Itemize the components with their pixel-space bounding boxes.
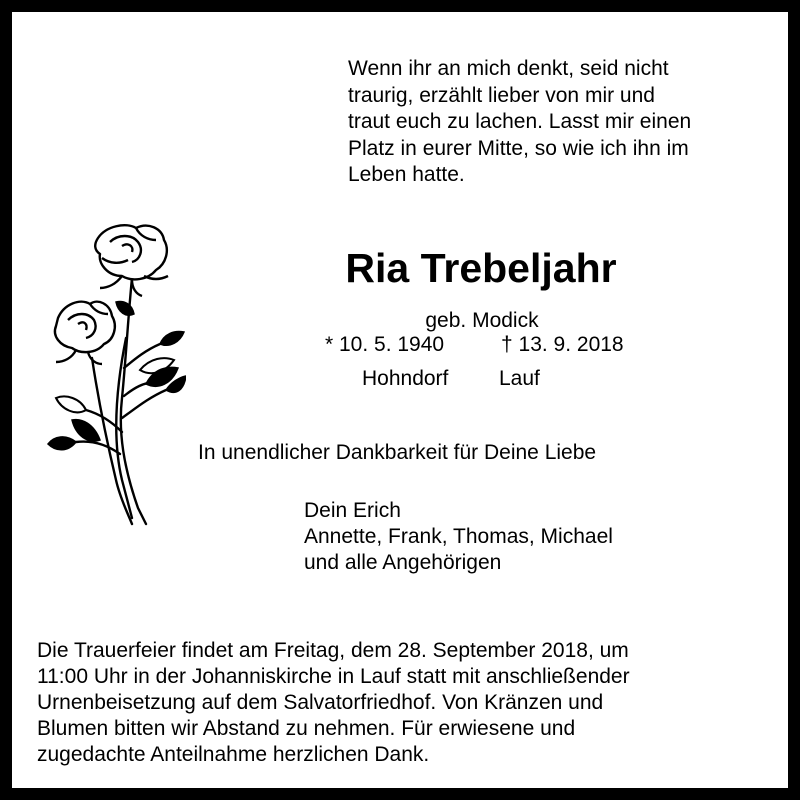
birth-date: * 10. 5. 1940 xyxy=(325,333,445,356)
funeral-notice xyxy=(37,638,777,768)
poem-line: Platz in eurer Mitte, so wie ich ihn im xyxy=(348,136,689,160)
signatories xyxy=(304,498,613,576)
notice-line: zugedachte Anteilnahme herzlichen Dank. xyxy=(37,743,430,766)
notice-line: Die Trauerfeier findet am Freitag, dem 28. September 2018, um xyxy=(37,639,629,662)
birthplace: Hohndorf xyxy=(362,367,449,390)
poem-line: Wenn ihr an mich denkt, seid nicht xyxy=(348,57,669,80)
dedication: In unendlicher Dankbarkeit für Deine Liebe xyxy=(198,441,597,464)
poem-line: traut euch zu lachen. Lasst mir einen xyxy=(348,110,692,133)
signatory-line: Annette, Frank, Thomas, Michael xyxy=(304,525,613,548)
deceased-name: Ria Trebeljahr xyxy=(345,245,617,291)
poem-line: traurig, erzählt lieber von mir und xyxy=(348,83,655,107)
signatory-line: Dein Erich xyxy=(304,499,401,522)
notice-line: 11:00 Uhr in der Johanniskirche in Lauf statt mit anschließender xyxy=(37,665,630,688)
deathplace: Lauf xyxy=(499,367,540,390)
notice-line: Urnenbeisetzung auf dem Salvatorfriedhof. Von Kränzen und xyxy=(37,691,604,714)
rose-icon xyxy=(36,218,186,530)
obituary-card xyxy=(12,12,788,788)
poem-line: Leben hatte. xyxy=(348,163,465,186)
death-date: † 13. 9. 2018 xyxy=(501,333,624,356)
signatory-line: und alle Angehörigen xyxy=(304,551,502,574)
poem xyxy=(348,56,778,189)
birth-name: geb. Modick xyxy=(425,309,539,332)
notice-line: Blumen bitten wir Abstand zu nehmen. Für erwiesene und xyxy=(37,717,576,740)
